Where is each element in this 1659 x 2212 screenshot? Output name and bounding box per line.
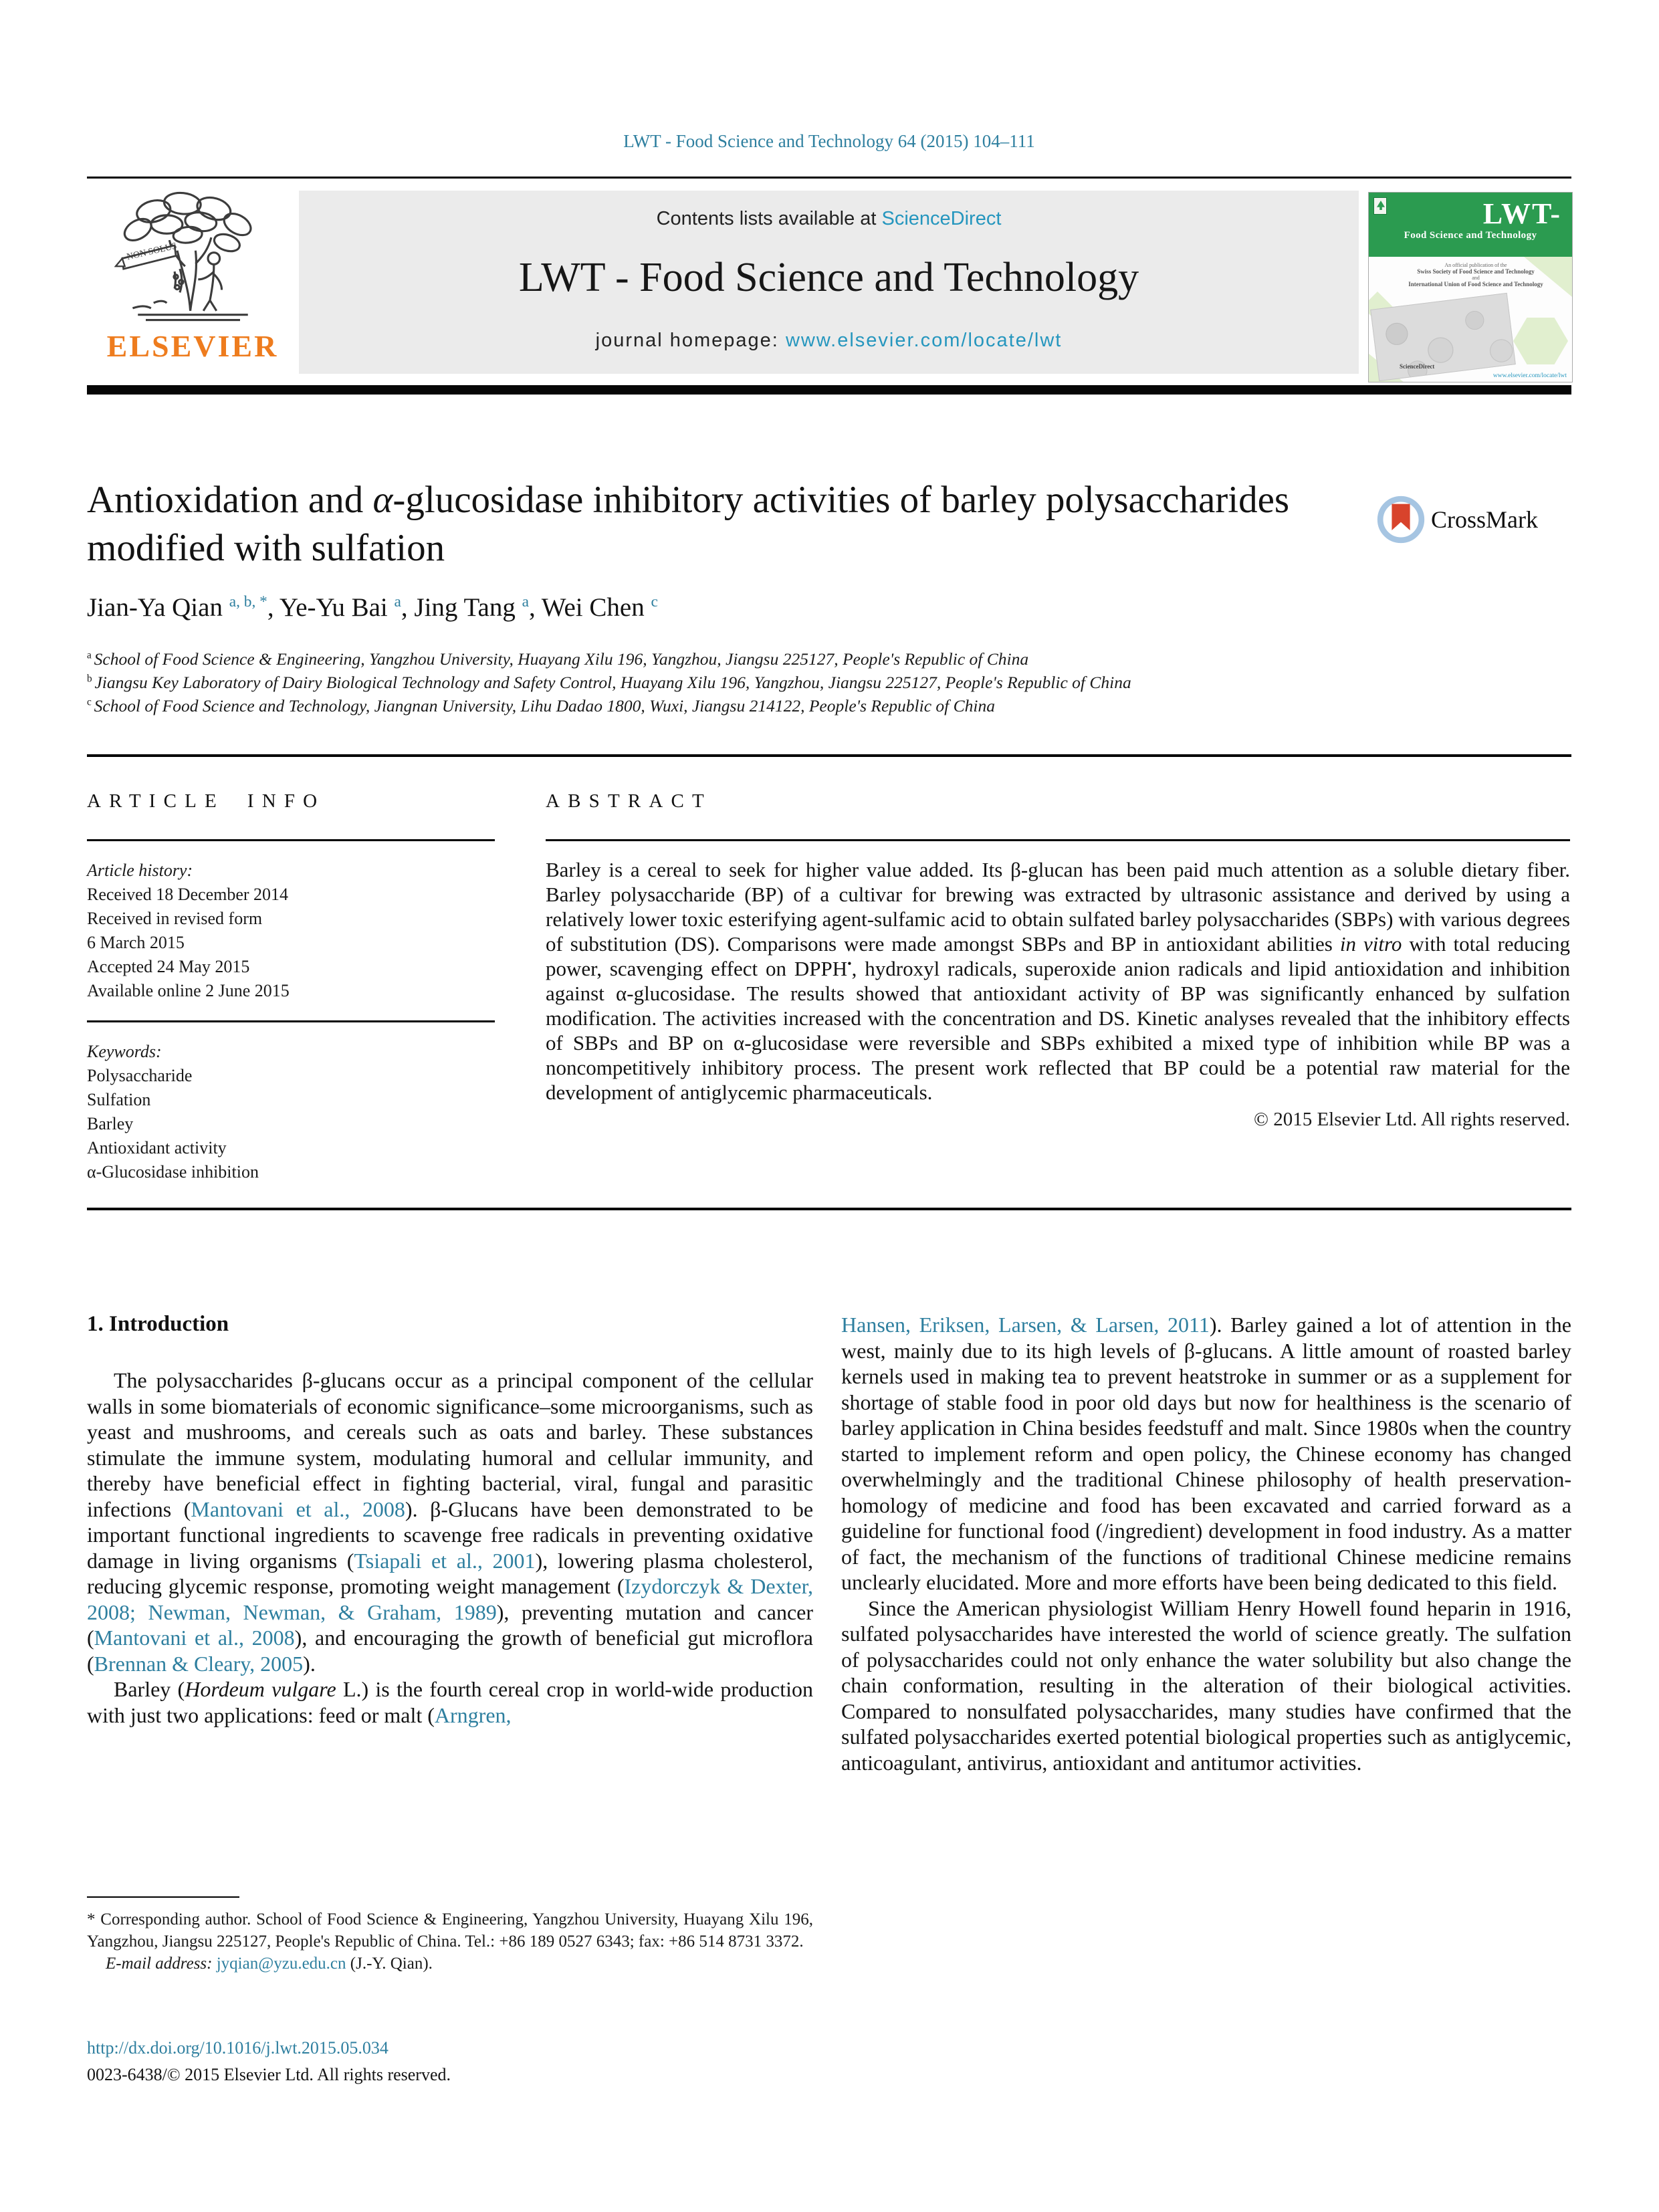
- contents-line: [299, 208, 1359, 230]
- abstract-text: Barley is a cereal to seek for higher value added. Its β-glucan has been paid much attention as a soluble dietary fiber. Barley polysaccharide (BP) of a cultivar for brewing was extracted by ultrasonic assistance and derived by using a relatively lower toxic esterifying agent-sulfamic acid to obtain sulfated barley polysaccharides (SBPs) with various degrees of substitution (DS). Comparisons were made amongst SBPs and BP in antioxidant abilities in vitro with total reducing power, scavenging effect on DPPH•, hydroxyl radicals, superoxide anion radicals and lipid antioxidation and inhibition against α-glucosidase. The results showed that antioxidant activity of BP was significantly enhanced by sulfation modification. The activities increased with the concentration and DS. Kinetic analyses revealed that the inhibitory effects of SBPs and BP on α-glucosidase were reversible and SBPs exhibited a mixed type of inhibition while BP was a noncompetitively inhibitory process. The present work reflected that BP could be a potential raw material for the development of antiglycemic pharmaceuticals.: [546, 858, 1570, 1104]
- column-rule: [87, 839, 495, 841]
- cover-green-band: [1369, 193, 1572, 257]
- inline-link[interactable]: c: [651, 593, 658, 611]
- elsevier-logo[interactable]: [92, 190, 293, 377]
- copyright-line: © 2015 Elsevier Ltd. All rights reserved.: [1253, 1109, 1570, 1130]
- cover-body: [1369, 257, 1572, 382]
- affiliation-b: $^b$ Jiangsu Key Laboratory of Dairy Biological Technology and Safety Control, Huayang Xilu 196, Yangzhou, Jiangsu 225127, People's Republic of China: [87, 673, 1131, 692]
- journal-cover-thumbnail[interactable]: [1368, 192, 1573, 382]
- journal-header-box: [299, 191, 1359, 374]
- homepage-line: [299, 330, 1359, 352]
- homepage-prefix: journal homepage:: [595, 330, 786, 351]
- issn-copyright-line: 0023-6438/© 2015 Elsevier Ltd. All rights reserved.: [87, 2065, 451, 2084]
- intro-column-right: [841, 1312, 1571, 1775]
- introduction-heading: 1. Introduction: [87, 1312, 229, 1336]
- footnote: [87, 1896, 813, 1975]
- keyword: Polysaccharide: [87, 1066, 193, 1085]
- column-rule: [546, 839, 1570, 841]
- section-divider: [87, 754, 1571, 757]
- affiliation-a: $^a$ School of Food Science & Engineering, Yangzhou University, Huayang Xilu 196, Yangzhou, Jiangsu 225127, People's Republic of China: [87, 649, 1029, 669]
- article-info-heading: ARTICLE INFO: [87, 790, 326, 812]
- cover-society-block: [1396, 262, 1556, 288]
- keyword: Antioxidant activity: [87, 1138, 227, 1157]
- header-thick-rule: [87, 385, 1571, 395]
- history-line: Received in revised form: [87, 909, 263, 928]
- cover-title: LWT-: [1482, 197, 1561, 230]
- inline-link[interactable]: a, b, *: [229, 593, 267, 611]
- intro-paragraph: Hansen, Eriksen, Larsen, & Larsen, 2011). Barley gained a lot of attention in the west, mainly due to its high levels of β-glucans. A little amount of roasted barley kernels used in making tea to prevent heatstroke in summer or as a supplement for shortage of stable food in poor old days but now for healthiness is the scenario of barley application in China besides feedstuff and malt. Since 1980s when the country started to implement reform and open policy, the Chinese economy has changed overwhelmingly and the traditional Chinese philosophy of health preservation-homology of medicine and food has been excavated and carried forward as a guideline for functional food (/ingredient) development in food industry. As a matter of fact, the mechanism of the functions of traditional Chinese medicine remains unclearly elucidated. More and more efforts have been being dedicated to this field.: [841, 1313, 1572, 1594]
- intro-paragraph: The polysaccharides β-glucans occur as a principal component of the cellular walls in some biomaterials of economic significance–some microorganisms, such as yeast and mushrooms, and cereals such as oats and barley. These substances stimulate the immune system, modulating humoral and cellular immunity, and thereby have beneficial effect in fighting bacterial, viral, fungal and parasitic infections (Mantovani et al., 2008). β-Glucans have been demonstrated to be important functional ingredients to scavenge free radicals in preventing oxidative damage in living organisms (Tsiapali et al., 2001), lowering plasma cholesterol, reducing glycemic response, promoting weight management (Izydorczyk & Dexter, 2008; Newman, Newman, & Graham, 1989), preventing mutation and cancer (Mantovani et al., 2008), and encouraging the growth of beneficial gut microflora (Brennan & Cleary, 2005).: [87, 1368, 814, 1676]
- abstract-heading: ABSTRACT: [546, 790, 712, 812]
- keyword: Barley: [87, 1114, 134, 1133]
- cover-sciencedirect-label: ScienceDirect: [1400, 363, 1435, 370]
- crossmark-label: CrossMark: [1431, 506, 1538, 533]
- cover-photo: [1370, 293, 1516, 381]
- sciencedirect-link[interactable]: ScienceDirect: [881, 208, 1002, 229]
- cover-society-line: and: [1472, 275, 1480, 281]
- intro-paragraph: Barley (Hordeum vulgare L.) is the fourth cereal crop in world-wide production with just two applications: feed or malt (Arngren,: [87, 1677, 814, 1727]
- cover-society-line: An official publication of the: [1444, 262, 1507, 268]
- crossmark-badge[interactable]: [1376, 495, 1538, 544]
- article-title: Antioxidation and α-glucosidase inhibitory activities of barley polysaccharides modified with sulfation: [87, 479, 1290, 569]
- article-info-section: [87, 790, 495, 1184]
- intro-paragraph: Since the American physiologist William Henry Howell found heparin in 1916, sulfated polysaccharides have interested the world of science greatly. The sulfation of polysaccharides could not only enhance the water solubility but also change the chain conformation, resulting in the alteration of their biological activities. Compared to nonsulfated polysaccharides, many studies have confirmed that the sulfated polysaccharides exerted potential biological properties such as antiglycemic, anticoagulant, antivirus, antioxidant and antitumor activities.: [841, 1595, 1571, 1775]
- elsevier-wordmark: ELSEVIER: [106, 329, 279, 363]
- keyword: α-Glucosidase inhibition: [87, 1162, 259, 1182]
- inline-link[interactable]: Mantovani et al., 2008: [94, 1626, 295, 1650]
- history-line: Available online 2 June 2015: [87, 981, 290, 1000]
- elsevier-banner-text: NON SOLUS: [125, 240, 178, 262]
- email-note: E-mail address: jyqian@yzu.edu.cn (J.-Y. Qian).: [106, 1955, 433, 1973]
- keywords-label: Keywords:: [87, 1042, 162, 1061]
- journal-title: LWT - Food Science and Technology: [518, 255, 1139, 300]
- history-line: Received 18 December 2014: [87, 885, 289, 904]
- history-line: Accepted 24 May 2015: [87, 957, 250, 976]
- cover-elsevier-mini-logo: [1373, 197, 1387, 215]
- section-divider: [87, 1208, 1571, 1210]
- article-history-label: Article history:: [87, 861, 193, 880]
- doi-link[interactable]: http://dx.doi.org/10.1016/j.lwt.2015.05.034: [87, 2038, 389, 2058]
- cover-subtitle: Food Science and Technology: [1404, 230, 1537, 241]
- cover-url: www.elsevier.com/locate/lwt: [1492, 372, 1567, 379]
- inline-link[interactable]: jyqian@yzu.edu.cn: [216, 1955, 346, 1973]
- intro-column-left: [87, 1312, 813, 1728]
- affiliation-c: $^c$ School of Food Science and Technology, Jiangnan University, Lihu Dadao 1800, Wuxi, Jiangsu 214122, People's Republic of China: [87, 696, 995, 715]
- inline-link[interactable]: a: [522, 593, 529, 611]
- cover-decor-polygon: [1513, 318, 1568, 364]
- cover-society-line: International Union of Food Science and Technology: [1408, 281, 1543, 288]
- inline-link[interactable]: Hansen, Eriksen, Larsen, & Larsen, 2011: [841, 1313, 1210, 1337]
- affiliations: [87, 647, 1491, 717]
- inline-link[interactable]: Izydorczyk & Dexter, 2008; Newman, Newman, & Graham, 1989: [87, 1574, 814, 1624]
- inline-link[interactable]: Brennan & Cleary, 2005: [94, 1651, 304, 1676]
- running-head-citation: LWT - Food Science and Technology 64 (2015) 104–111: [623, 131, 1035, 151]
- column-rule: [87, 1020, 495, 1022]
- keyword: Sulfation: [87, 1090, 151, 1109]
- history-line: 6 March 2015: [87, 933, 185, 952]
- journal-homepage-link[interactable]: www.elsevier.com/locate/lwt: [785, 330, 1063, 351]
- abstract-section: [546, 790, 1570, 1131]
- corresponding-author-note: * Corresponding author. School of Food Science & Engineering, Yangzhou University, Huayang Xilu 196, Yangzhou, Jiangsu 225127, People's Republic of China. Tel.: +86 189 0527 6343; fax: +86 514 8731 3372.: [87, 1910, 813, 1951]
- top-divider: [87, 177, 1571, 179]
- cover-society-line: Swiss Society of Food Science and Technology: [1417, 268, 1535, 275]
- author-line: Jian-Ya Qian $^{a, b, *}$, Ye-Yu Bai $^a$, Jing Tang $^a$, Wei Chen $^c$: [87, 593, 658, 622]
- inline-link[interactable]: Arngren,: [434, 1702, 512, 1727]
- footnote-rule: [87, 1896, 239, 1898]
- elsevier-tree-icon: [114, 190, 271, 327]
- contents-prefix: Contents lists available at: [656, 208, 882, 229]
- crossmark-icon: [1376, 495, 1426, 544]
- inline-link[interactable]: Mantovani et al., 2008: [191, 1497, 405, 1521]
- inline-link[interactable]: a: [394, 593, 401, 611]
- inline-link[interactable]: Tsiapali et al., 2001: [354, 1548, 536, 1573]
